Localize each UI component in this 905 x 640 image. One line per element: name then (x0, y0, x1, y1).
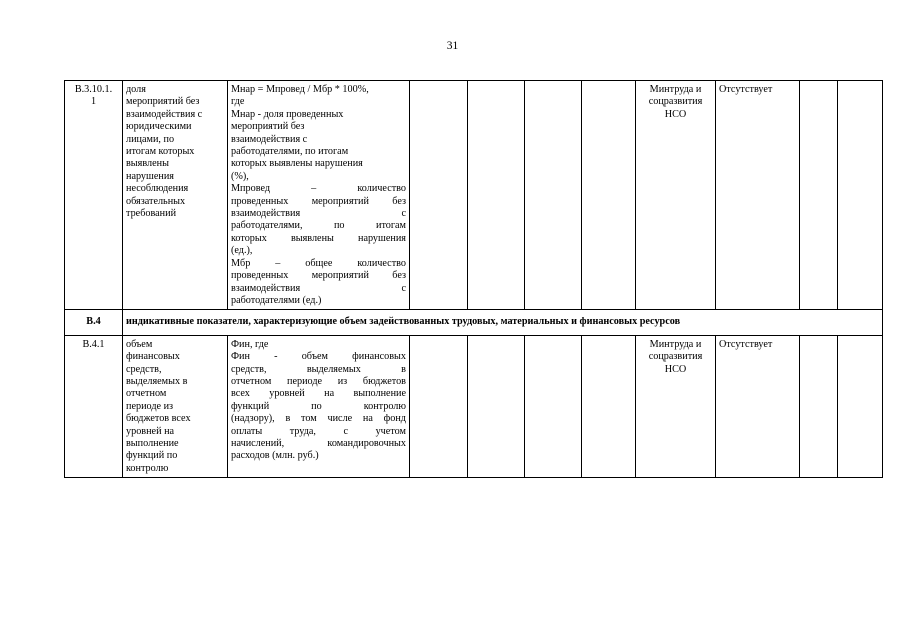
name-line: лицами, по (126, 133, 175, 145)
formula-line: взаимодействия с (231, 208, 406, 220)
name-line: выделяемых в (126, 375, 188, 387)
indicator-formula (228, 81, 410, 310)
responsible-line: Минтруда и (649, 84, 702, 95)
name-line: отчетном (126, 388, 167, 400)
name-line: объем (126, 338, 153, 350)
responsible-line: соцразвития (648, 96, 703, 108)
formula-line: средств, выделяемых в (231, 363, 406, 375)
responsible-authority (636, 81, 716, 310)
section-title: индикативные показатели, характеризующие объем задействованных трудовых, материальных и финансовых ресурсов (123, 310, 883, 335)
name-line: доля (126, 84, 146, 95)
empty-cell (525, 335, 582, 477)
formula-line: расходов (млн. руб.) (231, 450, 319, 462)
name-line: нарушения (126, 170, 174, 182)
formula-line: взаимодействия с (231, 133, 308, 145)
name-line: обязательных (126, 195, 186, 207)
indicators-table (64, 80, 883, 478)
empty-cell (582, 335, 636, 477)
indicator-name (123, 81, 228, 310)
formula-line: работодателями (ед.) (231, 294, 322, 306)
name-line: финансовых (126, 351, 180, 363)
empty-cell (410, 335, 468, 477)
formula-line: проведенных мероприятий без (231, 270, 406, 282)
name-line: средств, (126, 363, 162, 375)
formula-line: которых выявлены нарушения (231, 158, 363, 170)
empty-cell (800, 81, 838, 310)
table-row (65, 335, 883, 477)
name-line: требований (126, 208, 177, 220)
code-line: 1 (90, 96, 97, 108)
indicator-code: В.4.1 (65, 335, 123, 477)
name-line: выявлены (126, 158, 169, 170)
formula-line: мероприятий без (231, 121, 305, 133)
indicator-name (123, 335, 228, 477)
formula-line: Мпровед – количество (231, 183, 406, 195)
name-line: бюджетов всех (126, 413, 191, 425)
code-line: В.3.10.1. (74, 84, 113, 95)
responsible-line: Минтруда и (649, 338, 702, 350)
page-number: 31 (446, 40, 459, 52)
data-status: Отсутствует (716, 81, 800, 310)
formula-line: (%), (231, 170, 249, 182)
name-line: взаимодействия с (126, 108, 203, 120)
name-line: функций по (126, 450, 178, 462)
formula-line: которых выявлены нарушения (231, 232, 406, 244)
name-line: контролю (126, 462, 169, 474)
name-line: мероприятий без (126, 96, 200, 108)
formula-line: Мнар - доля проведенных (231, 108, 344, 120)
formula-line: (ед.), (231, 245, 253, 257)
section-code: В.4 (65, 310, 123, 335)
empty-cell (838, 335, 883, 477)
formula-line: Фин, где (231, 338, 269, 350)
formula-line: взаимодействия с (231, 282, 406, 294)
indicator-code (65, 81, 123, 310)
formula-line: работодателями, по итогам (231, 146, 349, 158)
responsible-line: соцразвития (648, 351, 703, 363)
empty-cell (800, 335, 838, 477)
formula-line: отчетном периоде из бюджетов (231, 375, 406, 387)
data-status: Отсутствует (716, 335, 800, 477)
empty-cell (838, 81, 883, 310)
formula-line: (надзору), в том числе на фонд (231, 413, 406, 425)
section-row (65, 310, 883, 335)
formula-line: Фин - объем финансовых (231, 351, 406, 363)
name-line: итогам которых (126, 146, 195, 158)
formula-line: всех уровней на выполнение (231, 388, 406, 400)
formula-line: функций по контролю (231, 400, 406, 412)
formula-line: начислений, командировочных (231, 437, 406, 449)
formula-line: Мнар = Мпровед / Мбр * 100%, (231, 84, 369, 95)
empty-cell (468, 335, 525, 477)
empty-cell (468, 81, 525, 310)
name-line: юридическими (126, 121, 192, 133)
empty-cell (582, 81, 636, 310)
name-line: несоблюдения (126, 183, 189, 195)
formula-line: оплаты труда, с учетом (231, 425, 406, 437)
name-line: периоде из (126, 400, 174, 412)
empty-cell (410, 81, 468, 310)
formula-line: Мбр – общее количество (231, 257, 406, 269)
name-line: уровней на (126, 425, 175, 437)
responsible-authority (636, 335, 716, 477)
indicator-formula (228, 335, 410, 477)
formula-line: где (231, 96, 245, 108)
responsible-line: НСО (664, 108, 687, 120)
formula-line: проведенных мероприятий без (231, 195, 406, 207)
formula-line: работодателями, по итогам (231, 220, 406, 232)
name-line: выполнение (126, 437, 179, 449)
responsible-line: НСО (664, 363, 687, 375)
table-row (65, 81, 883, 310)
empty-cell (525, 81, 582, 310)
